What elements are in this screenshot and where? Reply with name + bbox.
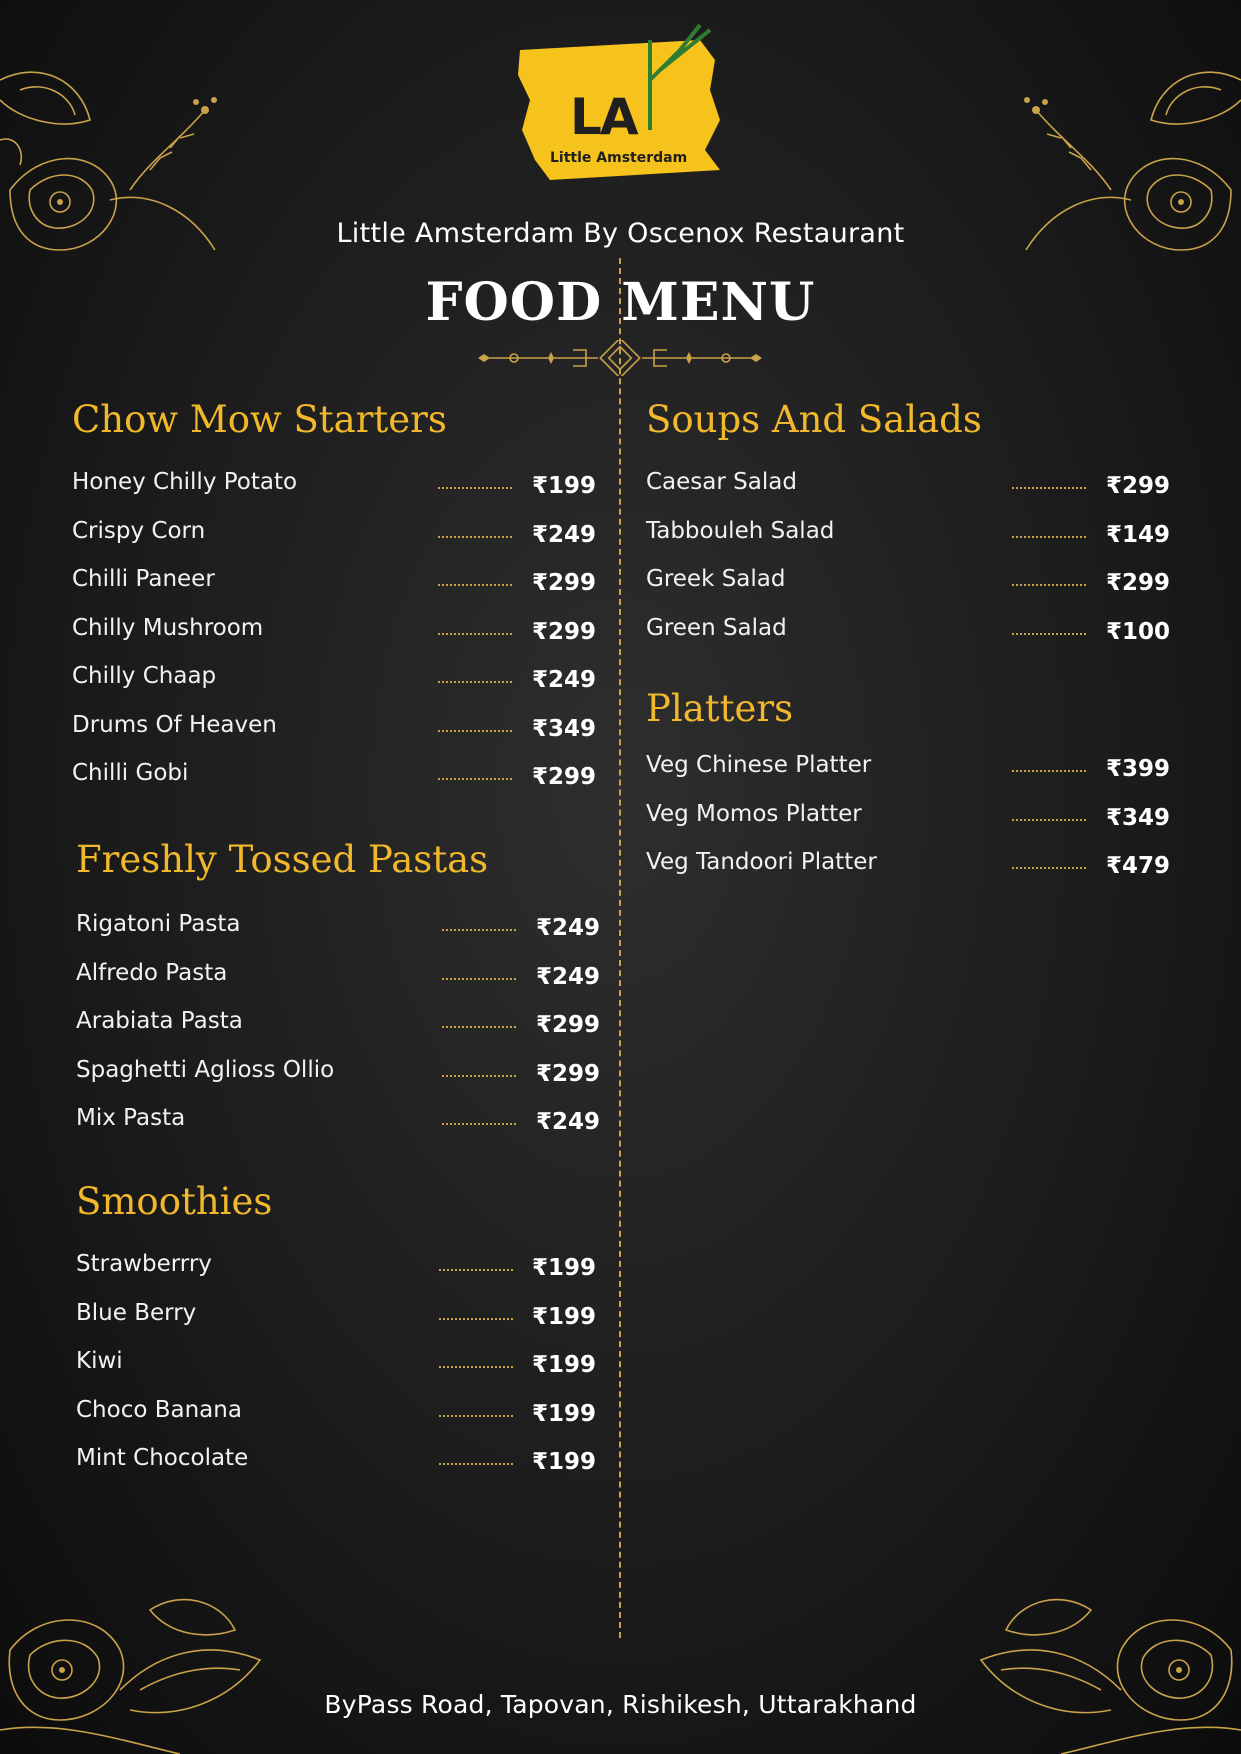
menu-item [72, 517, 597, 567]
menu-item [76, 1008, 601, 1057]
menu-item-name: Mix Pasta [76, 1105, 186, 1131]
dotted-leader [442, 1026, 516, 1028]
logo-letters: LA [570, 88, 637, 146]
dotted-leader [438, 778, 512, 780]
menu-item-name: Honey Chilly Potato [72, 469, 298, 495]
menu-item-price: ₹299 [536, 1060, 601, 1087]
menu-item [76, 1445, 596, 1494]
menu-item-name: Green Salad [646, 614, 787, 641]
dotted-leader [1012, 819, 1086, 821]
dotted-leader [439, 1366, 513, 1368]
section-platters [646, 687, 1171, 898]
menu-item [72, 469, 597, 518]
dotted-leader [442, 1075, 516, 1077]
menu-item-price: ₹249 [536, 915, 601, 941]
dotted-leader [439, 1269, 513, 1271]
menu-item-price: ₹249 [536, 1109, 601, 1135]
menu-item-name: Caesar Salad [646, 469, 797, 495]
dotted-leader [442, 929, 516, 931]
section-heading: Platters [646, 687, 794, 730]
dotted-leader [1012, 633, 1086, 635]
dotted-leader [439, 1415, 513, 1417]
menu-item-price: ₹299 [532, 764, 597, 790]
menu-item-price: ₹349 [1106, 804, 1171, 831]
menu-item-name: Strawberrry [76, 1251, 212, 1277]
menu-item-price: ₹299 [532, 570, 597, 596]
menu-item [646, 469, 1171, 518]
menu-item [76, 1397, 596, 1446]
menu-item-name: Veg Tandoori Platter [646, 849, 877, 875]
dotted-leader [1012, 770, 1086, 772]
menu-item-name: Greek Salad [646, 566, 786, 592]
menu-item-name: Tabbouleh Salad [646, 517, 835, 544]
menu-item-price: ₹249 [536, 963, 601, 990]
menu-item-price: ₹299 [532, 618, 597, 645]
section-heading: Chow Mow Starters [72, 398, 447, 441]
menu-item-name: Crispy Corn [72, 517, 206, 544]
menu-item [72, 614, 597, 664]
menu-item-name: Blue Berry [76, 1299, 197, 1326]
logo-text: Little Amsterdam [550, 150, 688, 166]
section-smoothies [76, 1180, 596, 1494]
menu-item-name: Chilli Gobi [72, 760, 189, 786]
menu-item-name: Chilli Paneer [72, 566, 215, 592]
menu-item [76, 1251, 596, 1300]
menu-item-name: Veg Momos Platter [646, 800, 862, 827]
menu-item-price: ₹100 [1106, 618, 1171, 645]
menu-item-price: ₹199 [532, 473, 597, 499]
menu-item [76, 911, 601, 960]
section-heading: Soups And Salads [646, 398, 982, 441]
dotted-leader [439, 1463, 513, 1465]
menu-item-price: ₹349 [532, 715, 597, 742]
menu-item [72, 663, 597, 712]
dotted-leader [438, 536, 512, 538]
menu-item-name: Drums Of Heaven [72, 711, 277, 738]
menu-item-price: ₹199 [532, 1352, 597, 1378]
menu-item-price: ₹249 [532, 521, 597, 548]
menu-item-price: ₹199 [532, 1303, 597, 1330]
menu-item [646, 849, 1171, 898]
menu-item [646, 800, 1171, 850]
menu-item-name: Kiwi [76, 1348, 123, 1374]
menu-item [646, 752, 1171, 801]
dotted-leader [438, 487, 512, 489]
column-divider [619, 258, 621, 1638]
footer-address: ByPass Road, Tapovan, Rishikesh, Uttarakhand [324, 1690, 917, 1719]
dotted-leader [442, 1123, 516, 1125]
menu-item-name: Chilly Mushroom [72, 614, 264, 641]
dotted-leader [438, 730, 512, 732]
menu-item-name: Rigatoni Pasta [76, 911, 241, 937]
menu-item [72, 760, 597, 809]
menu-item-price: ₹249 [532, 667, 597, 693]
dotted-leader [442, 978, 516, 980]
menu-item [76, 1348, 596, 1397]
dotted-leader [438, 633, 512, 635]
menu-item [76, 1300, 596, 1349]
dotted-leader [439, 1318, 513, 1320]
page-title: FOOD MENU [425, 272, 816, 333]
section-heading: Freshly Tossed Pastas [76, 838, 489, 881]
section-soups-and-salads [646, 398, 1171, 663]
dotted-leader [1012, 867, 1086, 869]
section-freshly-tossed-pastas [76, 838, 601, 1154]
menu-item-price: ₹199 [532, 1255, 597, 1281]
restaurant-name: Little Amsterdam By Oscenox Restaurant [336, 218, 905, 249]
floral-ornament-bottom-left-icon [0, 1570, 290, 1754]
menu-item-price: ₹199 [532, 1400, 597, 1427]
menu-item-name: Choco Banana [76, 1396, 242, 1423]
menu-item [76, 959, 601, 1009]
dotted-leader [1012, 584, 1086, 586]
menu-item-name: Spaghetti Aglioss Ollio [76, 1056, 335, 1083]
menu-item-price: ₹199 [532, 1449, 597, 1475]
menu-item [76, 1056, 601, 1106]
dotted-leader [1012, 536, 1086, 538]
menu-item-price: ₹299 [1106, 473, 1171, 499]
section-heading: Smoothies [76, 1180, 273, 1223]
menu-item [646, 614, 1171, 664]
menu-item [646, 566, 1171, 615]
dotted-leader [438, 681, 512, 683]
menu-item-price: ₹149 [1106, 521, 1171, 548]
menu-item-name: Arabiata Pasta [76, 1008, 243, 1034]
dotted-leader [438, 584, 512, 586]
menu-item-name: Mint Chocolate [76, 1445, 249, 1471]
dotted-leader [1012, 487, 1086, 489]
menu-item-price: ₹299 [1106, 570, 1171, 596]
floral-ornament-bottom-right-icon [951, 1570, 1241, 1754]
menu-item-name: Alfredo Pasta [76, 959, 228, 986]
menu-item [72, 711, 597, 761]
logo [510, 20, 730, 190]
menu-item-name: Chilly Chaap [72, 663, 217, 689]
menu-item [646, 517, 1171, 567]
menu-item-price: ₹299 [536, 1012, 601, 1038]
section-chow-mow-starters [72, 398, 597, 809]
menu-item-price: ₹479 [1106, 853, 1171, 879]
menu-item [72, 566, 597, 615]
menu-item [76, 1105, 601, 1154]
menu-item-name: Veg Chinese Platter [646, 752, 872, 778]
menu-item-price: ₹399 [1106, 756, 1171, 782]
